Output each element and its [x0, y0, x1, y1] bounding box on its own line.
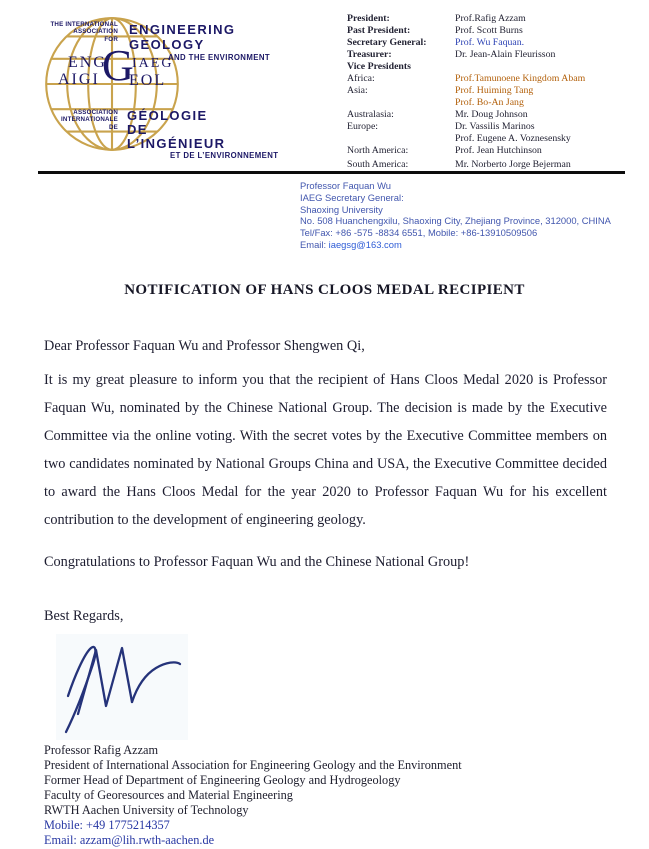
officer-role: Australasia: — [347, 109, 394, 120]
logo-association-en: THE INTERNATIONAL ASSOCIATION FOR — [50, 21, 118, 43]
officer-name: Prof. Huiming Tang — [455, 85, 534, 96]
iaeg-email-link[interactable]: iaegsg@163.com — [328, 238, 402, 250]
officer-name: Mr. Doug Johnson — [455, 109, 528, 120]
secretary-contact-lines: Professor Faquan Wu IAEG Secretary General: Shaoxing University No. 508 Huanchengxilu, Shaoxing City, Zhejiang Province, 312000, CHINA Tel/Fax: +86 -575 -8834 6551, Mobile: +86-13910509506 — [300, 180, 611, 239]
logo-subtitle-environment: AND THE ENVIRONMENT — [168, 53, 271, 62]
monogram-geol: EOL — [129, 72, 167, 89]
officer-row — [347, 85, 637, 97]
officer-row — [347, 133, 637, 145]
officer-role: Africa: — [347, 73, 375, 84]
officer-name: Prof. Scott Burns — [455, 25, 523, 36]
email-label: Email: — [300, 238, 329, 250]
officer-name: Prof.Rafig Azzam — [455, 13, 526, 24]
signature-image — [56, 634, 188, 740]
officer-row — [347, 97, 637, 109]
officer-row — [347, 49, 637, 61]
monogram-eng: ENG — [68, 54, 107, 71]
officer-role: Treasurer: — [347, 49, 392, 60]
secretary-contact-block — [300, 180, 648, 251]
header-divider — [38, 171, 625, 174]
officer-role: South America: — [347, 159, 409, 170]
salutation: Dear Professor Faquan Wu and Professor Shengwen Qi, — [44, 338, 365, 354]
officer-row — [347, 145, 637, 157]
officer-role: Vice Presidents — [347, 61, 411, 72]
officer-row — [347, 159, 637, 171]
officer-name — [455, 61, 637, 73]
logo-title-geologie: GÉOLOGIE — [127, 108, 208, 123]
officer-role: Europe: — [347, 121, 379, 132]
sender-email-line — [44, 833, 462, 848]
officer-row — [347, 61, 637, 73]
letter-body — [44, 332, 607, 630]
paragraph-congratulations: Congratulations to Professor Faquan Wu and the Chinese National Group! — [44, 554, 470, 570]
officer-name: Mr. Norberto Jorge Bejerman — [455, 159, 571, 170]
sender-mobile: Mobile: +49 1775214357 — [44, 818, 170, 832]
iaeg-logo — [42, 8, 304, 164]
officer-row — [347, 13, 637, 25]
officer-name: Prof. Eugene A. Voznesensky — [455, 133, 571, 144]
paragraph-announcement: It is my great pleasure to inform you that the recipient of Hans Cloos Medal 2020 is Professor Faquan Wu, nominated by the Chinese National Group. The decision is made by the Executive Committee via the online voting. With the secret votes by the Executive Committee members on two candidates nominated by National Groups China and USA, the Executive Committee decided to award the Hans Cloos Medal for the year 2020 to Professor Faquan Wu for his excellent contribution to the development of engineering geology. — [44, 372, 607, 528]
logo-title-de: DE — [127, 122, 148, 137]
handwritten-signature-icon — [56, 634, 188, 740]
officer-name: Prof.Tamunoene Kingdom Abam — [455, 73, 586, 84]
logo-association-fr: ASSOCIATION INTERNATIONALE DE — [61, 109, 118, 131]
letter-title: NOTIFICATION OF HANS CLOOS MEDAL RECIPIENT — [124, 282, 525, 298]
officer-role: Secretary General: — [347, 37, 427, 48]
officer-role: President: — [347, 13, 390, 24]
officers-list — [347, 13, 637, 171]
logo-title-geology: GEOLOGY — [129, 37, 205, 52]
officer-name: Prof. Wu Faquan. — [455, 37, 525, 48]
logo-title-ingenieur: L’INGÉNIEUR — [127, 136, 226, 151]
officer-role: Asia: — [347, 85, 368, 96]
officer-role: North America: — [347, 145, 409, 156]
officer-row — [347, 121, 637, 133]
officer-role: Past President: — [347, 25, 411, 36]
officer-row — [347, 25, 637, 37]
closing-regards: Best Regards, — [44, 608, 124, 624]
officer-role — [347, 133, 455, 145]
monogram-iaeg: IAEG — [132, 56, 174, 71]
officer-row — [347, 37, 637, 49]
logo-title-engineering: ENGINEERING — [129, 22, 236, 37]
monogram-aigi: AIGI — [58, 71, 100, 88]
officer-name: Prof. Bo-An Jang — [455, 97, 524, 108]
logo-subtitle-environnement-fr: ET DE L’ENVIRONNEMENT — [170, 151, 279, 160]
secretary-email-line — [300, 239, 648, 251]
officer-row — [347, 109, 637, 121]
officer-name: Prof. Jean Hutchinson — [455, 145, 542, 156]
officer-row — [347, 73, 637, 85]
monogram-big-g: G — [102, 41, 134, 90]
sender-email-link[interactable]: Email: azzam@lih.rwth-aachen.de — [44, 833, 215, 847]
officer-name: Dr. Vassilis Marinos — [455, 121, 535, 132]
sender-title-lines: Professor Rafig Azzam President of International Association for Engineering Geology and the Environment Former Head of Department of Engineering Geology and Hydrogeology Faculty of Georesources and Material Engineering RWTH Aachen University of Technology — [44, 743, 462, 817]
sender-details — [44, 743, 462, 848]
officer-name: Dr. Jean-Alain Fleurisson — [455, 49, 556, 60]
officer-role — [347, 97, 455, 109]
